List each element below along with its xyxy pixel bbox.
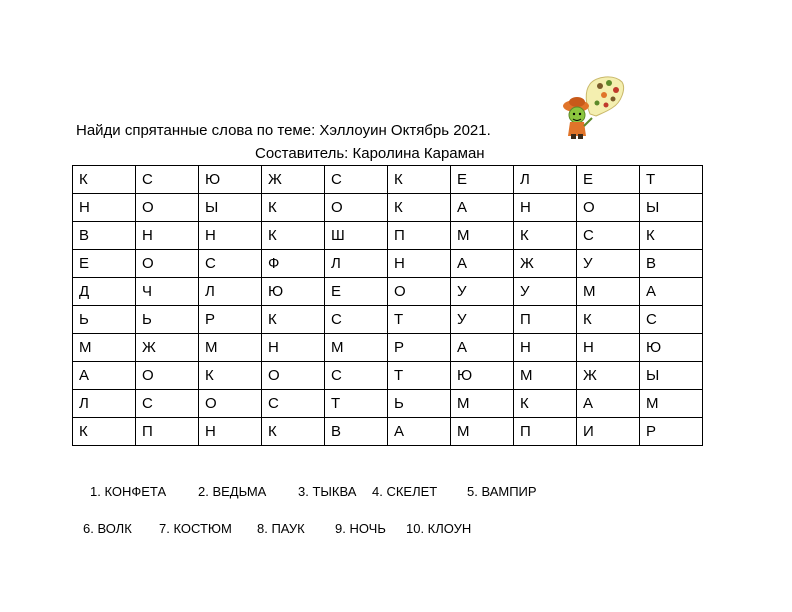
grid-row (73, 250, 703, 278)
grid-cell: Ж (514, 250, 577, 278)
grid-cell: У (451, 278, 514, 306)
grid-row (73, 334, 703, 362)
grid-row (73, 418, 703, 446)
grid-row (73, 194, 703, 222)
grid-cell: А (73, 362, 136, 390)
word-item: 1. КОНФЕТА (90, 484, 167, 499)
grid-cell: Ч (136, 278, 199, 306)
grid-cell: В (640, 250, 703, 278)
grid-cell: Ю (262, 278, 325, 306)
grid-cell: О (136, 362, 199, 390)
grid-cell: М (451, 418, 514, 446)
grid-cell: Н (514, 194, 577, 222)
grid-cell: А (451, 334, 514, 362)
grid-cell: Р (199, 306, 262, 334)
grid-cell: Ж (262, 166, 325, 194)
grid-cell: К (388, 194, 451, 222)
grid-cell: Ы (199, 194, 262, 222)
word-item: 4. СКЕЛЕТ (372, 484, 438, 499)
grid-cell: К (262, 418, 325, 446)
grid-cell: О (262, 362, 325, 390)
grid-cell: Ф (262, 250, 325, 278)
grid-cell: Ы (640, 194, 703, 222)
grid-cell: К (199, 362, 262, 390)
grid-cell: Ж (136, 334, 199, 362)
grid-cell: Е (73, 250, 136, 278)
grid-cell: С (325, 306, 388, 334)
grid-cell: Ю (451, 362, 514, 390)
grid-cell: Ю (199, 166, 262, 194)
word-item: 3. ТЫКВА (298, 484, 357, 499)
word-item: 9. НОЧЬ (335, 521, 386, 536)
grid-cell: П (136, 418, 199, 446)
grid-cell: К (640, 222, 703, 250)
grid-cell: О (199, 390, 262, 418)
grid-cell: Н (199, 418, 262, 446)
word-item: 7. КОСТЮМ (159, 521, 232, 536)
grid-row (73, 222, 703, 250)
grid-cell: И (577, 418, 640, 446)
word-item: 10. КЛОУН (406, 521, 472, 536)
grid-cell: Н (73, 194, 136, 222)
grid-cell: К (73, 166, 136, 194)
grid-cell: Ш (325, 222, 388, 250)
grid-cell: Т (388, 306, 451, 334)
grid-cell: С (199, 250, 262, 278)
grid-cell: М (73, 334, 136, 362)
grid-cell: Л (325, 250, 388, 278)
puzzle-title: Найди спрятанные слова по теме: Хэллоуин Октябрь 2021. (76, 122, 491, 139)
grid-cell: С (262, 390, 325, 418)
grid-cell: Р (640, 418, 703, 446)
grid-cell: Н (388, 250, 451, 278)
grid-cell: О (577, 194, 640, 222)
grid-cell: У (514, 278, 577, 306)
grid-cell: К (514, 390, 577, 418)
grid-cell: М (325, 334, 388, 362)
grid-row (73, 278, 703, 306)
grid-cell: Ь (136, 306, 199, 334)
grid-cell: Ь (388, 390, 451, 418)
grid-cell: С (136, 166, 199, 194)
grid-cell: К (262, 306, 325, 334)
grid-cell: С (325, 362, 388, 390)
grid-cell: Л (514, 166, 577, 194)
grid-cell: Д (73, 278, 136, 306)
halloween-character-clipart-icon (556, 74, 626, 140)
grid-cell: Н (262, 334, 325, 362)
grid-cell: М (514, 362, 577, 390)
grid-row (73, 390, 703, 418)
grid-cell: О (136, 194, 199, 222)
grid-cell: С (577, 222, 640, 250)
word-item: 8. ПАУК (257, 521, 305, 536)
grid-cell: К (577, 306, 640, 334)
grid-cell: М (451, 390, 514, 418)
grid-cell: П (514, 418, 577, 446)
word-item: 5. ВАМПИР (467, 484, 537, 499)
grid-cell: У (577, 250, 640, 278)
grid-cell: В (325, 418, 388, 446)
grid-cell: Л (73, 390, 136, 418)
grid-cell: Л (199, 278, 262, 306)
grid-cell: С (325, 166, 388, 194)
grid-cell: А (640, 278, 703, 306)
word-item: 6. ВОЛК (83, 521, 132, 536)
grid-cell: Е (451, 166, 514, 194)
grid-cell: Р (388, 334, 451, 362)
grid-cell: О (136, 250, 199, 278)
grid-cell: М (640, 390, 703, 418)
grid-cell: К (73, 418, 136, 446)
grid-cell: Т (325, 390, 388, 418)
grid-cell: Н (514, 334, 577, 362)
grid-cell: Ь (73, 306, 136, 334)
grid-cell: Ы (640, 362, 703, 390)
puzzle-author: Составитель: Каролина Караман (255, 145, 485, 162)
grid-cell: О (325, 194, 388, 222)
grid-cell: Н (199, 222, 262, 250)
grid-cell: М (199, 334, 262, 362)
grid-cell: А (388, 418, 451, 446)
grid-cell: О (388, 278, 451, 306)
grid-cell: А (451, 250, 514, 278)
grid-cell: К (262, 194, 325, 222)
grid-cell: Н (136, 222, 199, 250)
grid-cell: Ж (577, 362, 640, 390)
grid-cell: М (577, 278, 640, 306)
grid-cell: К (514, 222, 577, 250)
grid-cell: А (451, 194, 514, 222)
grid-row (73, 362, 703, 390)
grid-cell: Т (640, 166, 703, 194)
grid-row (73, 166, 703, 194)
grid-cell: Е (577, 166, 640, 194)
grid-cell: А (577, 390, 640, 418)
grid-cell: У (451, 306, 514, 334)
grid-cell: Ю (640, 334, 703, 362)
grid-row (73, 306, 703, 334)
grid-cell: К (262, 222, 325, 250)
grid-cell: Т (388, 362, 451, 390)
grid-cell: П (388, 222, 451, 250)
grid-cell: В (73, 222, 136, 250)
grid-cell: М (451, 222, 514, 250)
grid-cell: К (388, 166, 451, 194)
grid-cell: Е (325, 278, 388, 306)
grid-cell: П (514, 306, 577, 334)
word-search-grid (72, 165, 703, 446)
grid-cell: С (136, 390, 199, 418)
word-item: 2. ВЕДЬМА (198, 484, 267, 499)
grid-cell: Н (577, 334, 640, 362)
grid-cell: С (640, 306, 703, 334)
